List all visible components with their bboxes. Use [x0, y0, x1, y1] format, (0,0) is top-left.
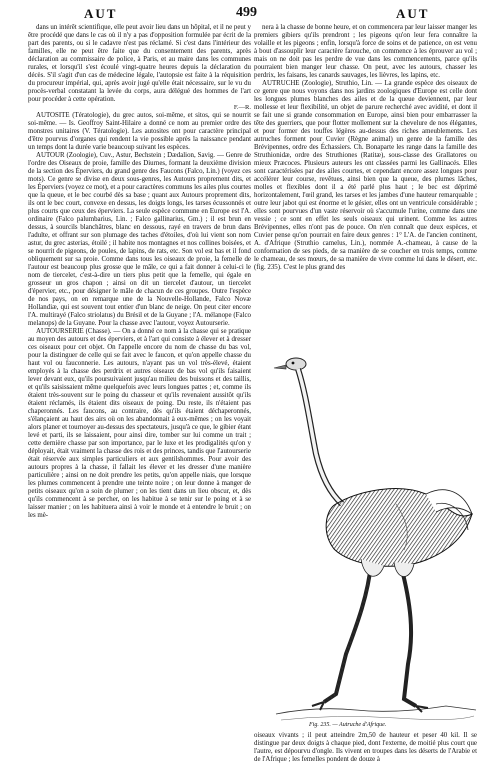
- autosite-entry: AUTOSITE (Tératologie), du grec autos, soi-même, et sitos, qui se nourrit soi-même. — Is. Geoffroy Saint-Hilaire a donné ce nom au premier ordre des monstres unitaires (V. Tératologie). Les autosites ont pour caractère principal d'être pourvus d'organes qui rendent la vie possible après la naissance pendant un temps dont la durée varie beaucoup suivant les espèces.: [28, 112, 251, 151]
- autopsie-signature: F.—R.: [233, 104, 251, 111]
- autruche-continuation: oiseaux vivants ; il peut atteindre 2m,50 de hauteur et peser 40 kil. Il se distingue par deux doigts à chaque pied, dont l'externe, de moitié plus court que l'autre, est dépourvu d'ongle. Ils vivent en troupes dans les déserts de l'Arabie et de l'Afrique ; les femelles pondent de douze à: [254, 732, 477, 763]
- autourserie-continuation: nera à la chasse de bonne heure, et on commencera par leur laisser manger les premiers gibiers qu'ils prendront ; les pigeons qu'on leur fera connaître la volaille et les pigeons ; enfin, lorsqu'à force de soins et de patience, on est venu à bout d'assouplir leur caractère farouche, on commence à les éprouver au vol ; mais on ne doit pas les perdre de vue dans les commencements, parce qu'ils pourraient bien manger leur chasse. On peut, avec les autours, chasser les perdrix, les faisans, les canards sauvages, les lièvres, les lapins, etc.: [254, 24, 477, 79]
- right-column: [254, 24, 477, 354]
- page-number: 499: [236, 5, 257, 20]
- autour-entry: AUTOUR (Zoologie), Cuv., Astur, Bechstein ; Dædalion, Savig. — Genre de l'ordre des Oiseaux de proie, famille des Diurnes, formant la deuxième division de la section des Éperviers, du grand genre des Faucons (Falco, Lin.) (voyez ces mots). Ce genre se divise en deux sous-genres, les Autours proprement dits, et les Éperviers (voyez ce mot), et a pour caractères communs les ailes plus courtes que la queue, et le bec courbé dès sa base ; quant aux Autours proprement dits, ils ont le bec court, convexe en dessus, les doigts longs, les tarses écussonnés et plus courts que ceux des éperviers. La seule espèce commune en Europe est l'A. ordinaire (Falco palumbarius, Lin. ; Falco gallinarius, Gm.) ; il est brun en dessus, à sourcils blanchâtres, blanc en dessous, rayé en travers de brun dans l'adulte, et offrant sur son plumage des taches d'étoiles, d'où lui vient son nom astur, du grec asterias, étoilé ; il habite nos montagnes et nos collines boisées, et se nourrit de pigeons, de poules, de lapins, de rats, etc. Son vol est bas et il fond obliquement sur sa proie. Comme dans tous les oiseaux de proie, la femelle de l'autour est beaucoup plus grosse que le mâle, ce qui a fait donner à celui-ci le nom de tiercelet, c'est-à-dire un tiers plus petit que la femelle, qui égale en grosseur un gros chapon ; ainsi on dit un tiercelet d'autour, un tiercelet d'épervier, etc., pour désigner le mâle de chacun de ces groupes. Outre l'espèce de nos pays, on en remarque une de la Nouvelle-Hollande, Falco Novæ Hollandiæ, qui est souvent tout entier d'un blanc de neige. On peut citer encore l'A. multirayé (Falco striolatus) du Brésil et de la Guyane ; l'A. mélanope (Falco melanops) de la Guyane. Pour la chasse avec l'autour, voyez Autourserie.: [28, 152, 251, 327]
- autruche-entry: AUTRUCHE (Zoologie), Struthio, Lin. — La grande espèce des oiseaux de ce genre que nous voyons dans nos jardins zoologiques d'Europe est celle dont les longues plumes blanches des ailes et de la queue deviennent, par leur mollesse et leur flexibilité, un objet de parure recherché avec avidité, et dont il se fait une si grande consommation en Europe, ainsi bien pour embarrasser la tête des guerriers, que pour flotter mollement sur la chevelure de nos élégantes, et pour former des touffes légères au-dessus des riches ameublements. Les autruches forment pour Cuvier (Règne animal) un genre de la famille des Brévipennes, ordre des Échassiers. Ch. Bonaparte les range dans la famille des Struthionidæ, ordre des Struthiones (Ratitæ), sous-classe des Grallatores ou mieux Præcoces. Plusieurs auteurs les ont classées parmi les Gallinacés. Elles sont caractérisées par des ailes courtes, et cependant encore assez longues pour accélérer leur course, revêtues, ainsi bien que la queue, des plumes lâches, molles et flexibles dont il a été parlé plus haut ; le bec est déprimé horizontalement, l'œil grand, les tarses et les jambes d'une hauteur remarquable ; outre leur jabot qui est énorme et le gésier, elles ont un ventricule considérable ; elles sont pourvues d'un vaste réservoir où s'accumule l'urine, comme dans une vessie ; ce sont en effet les seuls oiseaux qui urinent. Comme les autres Brévipennes, elles n'ont pas de pouce. On n'en connaît que deux espèces, et Cuvier pense qu'on pourrait en faire deux genres : 1° L'A. de l'ancien continent, A. d'Afrique (Struthio camelus, Lin.), nommée A.-chameau, à cause de la conformation de ses pieds, de sa manière de se coucher en trois temps, comme le chameau, de ses mœurs, de sa manière de vivre comme lui dans le désert, etc. (fig. 235). C'est le plus grand des: [254, 80, 477, 271]
- running-header: [0, 4, 500, 24]
- ostrich-illustration: [276, 354, 476, 736]
- ostrich-drawing: [276, 354, 476, 736]
- autourserie-entry: AUTOURSERIE (Chasse). — On a donné ce nom à la chasse qui se pratique au moyen des autours et des éperviers, et à l'art qui consiste à élever et à dresser ces oiseaux pour cet objet. On l'appelle encore du nom de chasse du bas vol, pour la distinguer de celle qui se fait avec le faucon, et qu'on appelle chasse du haut vol ou fauconnerie. Les autours, n'ayant pas un vol très-élevé, étaient employés à la chasse des perdrix et autres oiseaux de bas vol qu'ils faisaient lever devant eux, qu'ils poursuivaient jusqu'au milieu des buissons et des taillis, et qu'ils saisissaient même quelquefois avec leurs longues pattes ; et, comme ils étaient très-souvent sur le poing du chasseur et qu'ils revenaient aussitôt qu'ils étaient réclamés, ils étaient dits oiseaux de poing. Du reste, ils n'étaient pas chaperonnés. Les faucons, au contraire, dès qu'ils étaient déchaperonnés, s'élançaient au haut des airs où on les abandonnait à eux-mêmes ; on les voyait alors planer et tournoyer au-dessus des spectateurs, jusqu'à ce que, le gibier étant levé et parti, ils se laissaient, pour ainsi dire, tomber sur lui comme un trait ; cette dernière chasse par son importance, par le luxe et les prodigalités qu'on y déployait, était vraiment la chasse des rois et des princes, tandis que l'autourserie était réservée aux simples particuliers et aux gentilshommes. Pour avoir des autours propres à la chasse, il fallait les élever et les dresser d'une manière particulière ; ainsi on ne doit prendre les petits, qu'on appelle niais, que lorsque les plumes commencent à prendre une teinte noire ; on leur donne à manger de petits oiseaux qu'on a soin de plumer ; on les tient dans un lieu obscur, et, dès qu'ils commencent à se percher, on les habitue à se tenir sur le poing et à se laisser manier ; on les habituera ainsi à voir le monde et à entendre le bruit ; on les mè-: [28, 328, 251, 519]
- left-column: [28, 24, 251, 740]
- header-right-word: AUT: [396, 6, 430, 21]
- header-left-word: AUT: [84, 6, 118, 21]
- autopsie-paragraph-end: dans un intérêt scientifique, elle peut avoir lieu dans un hôpital, et il ne peut y être procédé que dans le cas où il n'y a pas d'opposition formulée par écrit de la part des parents, ou si le cadavre n'est pas réclamé. Si c'est dans l'intérieur des familles, elle ne peut être faite que du consentement des parents, après déclaration au commissaire de police, à Paris, et au maire dans les communes rurales, et lorsqu'il s'est écoulé vingt-quatre heures depuis la déclaration du décès. S'il s'agit d'un cas de médecine légale, l'autopsie est faite à la réquisition du procureur impérial, qui, après avoir jugé qu'elle était nécessaire, sur le vu du procès-verbal constatant la levée du corps, aura délégué des hommes de l'art pour procéder à cette opération.: [28, 24, 251, 103]
- figure-caption: Fig. 235. — Autruche d'Afrique.: [309, 722, 387, 728]
